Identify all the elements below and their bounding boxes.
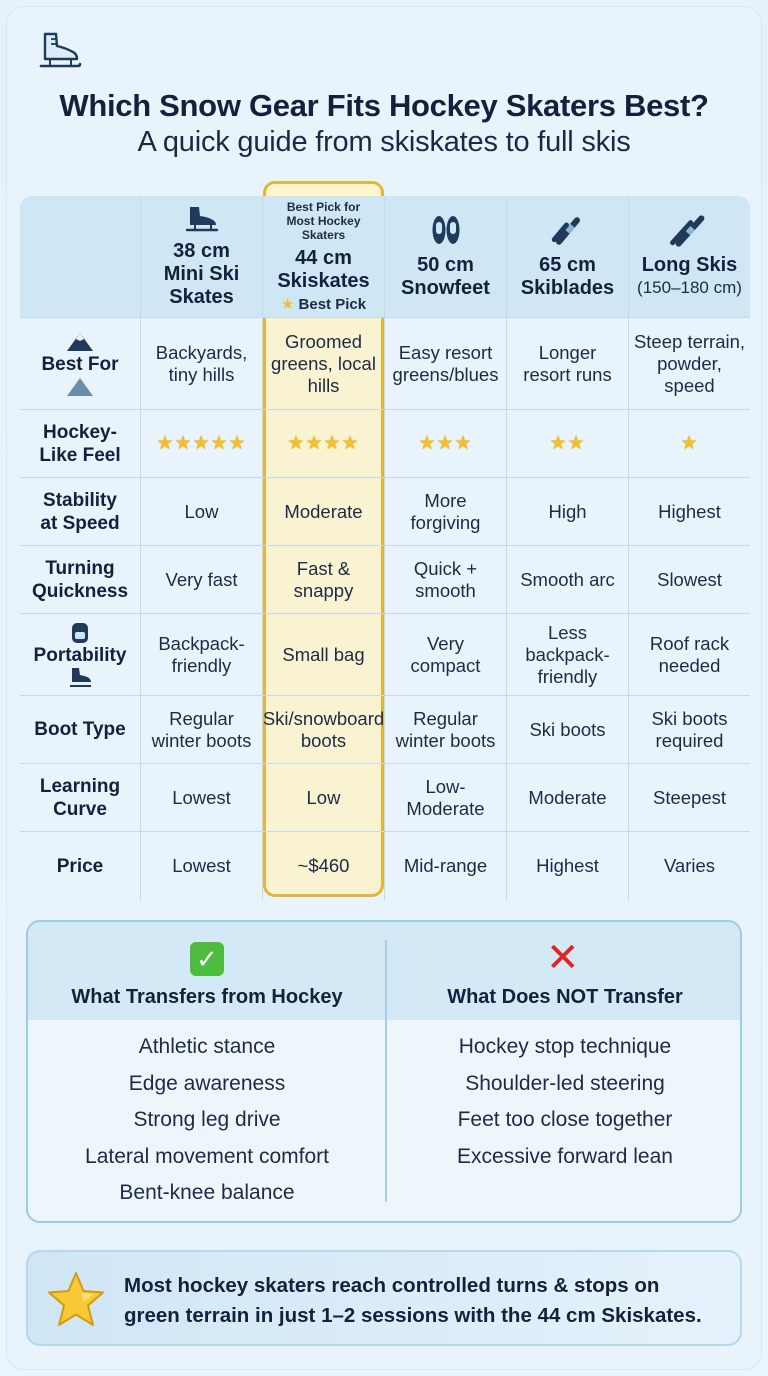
cell-value: resort runs: [523, 363, 612, 385]
transfers-title: What Transfers from Hockey: [71, 986, 343, 1008]
cell-value: boots: [300, 729, 347, 751]
cell-value: Slowest: [657, 568, 722, 590]
best-pick-tag-line: Skaters: [301, 228, 346, 242]
cell-value: compact: [410, 654, 481, 676]
table-cell: [141, 546, 263, 614]
table-cell: [385, 478, 507, 546]
not-transfer-item: Shoulder-led steering: [465, 1071, 665, 1095]
cell-value: winter boots: [151, 729, 252, 751]
table-cell: [507, 546, 629, 614]
rating-stars: ★★: [549, 433, 586, 454]
row-label: Best For: [41, 354, 119, 375]
table-cell: [141, 318, 263, 410]
cross-icon: ✕: [546, 936, 580, 980]
header-corner-cell: [20, 196, 141, 318]
table-cell: [629, 546, 750, 614]
table-cell: [507, 478, 629, 546]
page-subtitle: A quick guide from skiskates to full skis: [137, 126, 631, 158]
table-cell: [629, 764, 750, 832]
best-pick-tag-line: Most Hockey: [286, 214, 361, 228]
cell-value: backpack-: [525, 643, 610, 665]
cell-value: friendly: [537, 665, 598, 687]
mountain-icon: [65, 331, 95, 353]
skate-icon: [184, 204, 220, 234]
star-icon: ★: [280, 296, 299, 313]
table-cell: [507, 614, 629, 696]
cell-value: tiny hills: [168, 363, 235, 385]
best-pick-tag-line: Best Pick for: [286, 200, 361, 214]
cell-value: Low: [184, 500, 219, 522]
transfers-column: [28, 922, 386, 1212]
row-label-cell: [20, 614, 141, 696]
column-title-line: Snowfeet: [401, 276, 490, 299]
table-cell: [263, 546, 385, 614]
row-label: Curve: [53, 798, 107, 820]
table-cell: [507, 410, 629, 478]
best-pick-tag: [286, 200, 360, 242]
cell-value: winter boots: [395, 729, 496, 751]
rating-stars: ★★★: [418, 433, 473, 454]
rating-stars: ★★★★★: [156, 433, 247, 454]
row-label: Portability: [33, 645, 127, 666]
cell-value: Mid-range: [403, 855, 488, 876]
cell-value: Lowest: [172, 786, 231, 808]
cell-value: Longer: [538, 341, 597, 363]
row-label-cell: [20, 478, 141, 546]
table-cell: [141, 614, 263, 696]
cell-value: Fast &: [296, 557, 351, 579]
rating-stars: ★★★★: [287, 433, 360, 454]
table-cell: [385, 832, 507, 900]
row-label-cell: [20, 318, 141, 410]
row-label-cell: [20, 546, 141, 614]
footer-callout: [26, 1250, 742, 1346]
cell-value: More: [424, 489, 467, 511]
cell-value: Ski boots: [529, 718, 606, 740]
table-cell: [629, 614, 750, 696]
cell-value: Backyards,: [155, 341, 248, 363]
not-transfer-list: [386, 1029, 742, 1175]
backpack-icon: [68, 622, 92, 644]
table-cell: [507, 696, 629, 764]
cell-value: Roof rack: [649, 632, 730, 654]
table-cell: [263, 318, 385, 410]
column-title-line: 38 cm: [173, 240, 230, 262]
best-pick-badge: [281, 295, 366, 313]
row-label: Quickness: [31, 580, 129, 602]
transfers-item: Bent-knee balance: [119, 1181, 295, 1205]
row-label: Like Feel: [39, 444, 121, 466]
column-title-line: 50 cm: [417, 253, 474, 276]
table-cell: [141, 696, 263, 764]
row-label: Boot Type: [34, 719, 126, 740]
cell-value: Less: [547, 621, 588, 643]
row-label: Learning: [39, 775, 121, 797]
cell-value: snappy: [293, 579, 354, 601]
column-title-line: Mini Ski: [163, 263, 240, 285]
cell-value: Highest: [536, 855, 599, 876]
table-cell: [385, 546, 507, 614]
column-title-line: Skates: [169, 286, 234, 308]
best-pick-badge-label: Best Pick: [298, 296, 367, 313]
cell-value: hills: [307, 374, 340, 396]
transfer-panel: [26, 920, 742, 1223]
checkmark-icon: ✓: [190, 942, 224, 976]
table-cell: [507, 764, 629, 832]
skiblades-icon: [550, 214, 586, 248]
row-label-cell: [20, 696, 141, 764]
not-transfer-item: Excessive forward lean: [457, 1144, 673, 1168]
header-cell: [141, 196, 263, 318]
cell-value: Groomed: [284, 330, 363, 352]
transfers-item: Athletic stance: [138, 1035, 276, 1058]
table-cell: [263, 614, 385, 696]
row-label: Turning: [45, 557, 115, 579]
table-cell: [629, 478, 750, 546]
table-cell: [141, 764, 263, 832]
not-transfer-title: What Does NOT Transfer: [447, 986, 683, 1008]
table-cell: [385, 764, 507, 832]
cell-value: Low: [306, 786, 341, 808]
table-cell: [263, 832, 385, 900]
table-cell: [141, 832, 263, 900]
cell-value: ~$460: [297, 855, 350, 876]
cell-value: forgiving: [410, 511, 481, 533]
row-label: Price: [56, 855, 104, 877]
table-cell: [263, 696, 385, 764]
skate-icon: [67, 667, 93, 687]
footer-text-line: Most hockey skaters reach controlled turns & stops on: [124, 1274, 660, 1297]
table-cell: [263, 764, 385, 832]
table-cell: [263, 478, 385, 546]
cell-value: Low-: [425, 775, 466, 797]
table-cell: [507, 832, 629, 900]
footprints-icon: [428, 214, 464, 248]
transfers-item: Strong leg drive: [133, 1108, 281, 1132]
header-cell: [629, 196, 750, 318]
cell-value: Small bag: [282, 643, 365, 665]
row-label-cell: [20, 410, 141, 478]
cell-value: smooth: [415, 579, 476, 601]
cell-value: Steep terrain,: [633, 330, 746, 352]
cell-value: Lowest: [172, 855, 231, 876]
transfers-item: Lateral movement comfort: [85, 1144, 329, 1168]
table-cell: [507, 318, 629, 410]
cell-value: Highest: [658, 500, 721, 522]
header-cell: [507, 196, 629, 318]
transfers-item: Edge awareness: [128, 1071, 286, 1095]
row-label: Stability: [43, 489, 117, 511]
cell-value: Regular: [413, 707, 478, 729]
column-title-line: Skiblades: [520, 276, 615, 299]
column-title-line: 44 cm: [295, 247, 352, 269]
header-cell: [263, 196, 385, 318]
comparison-table: [20, 196, 750, 900]
table-cell: [263, 410, 385, 478]
cell-value: Steepest: [652, 786, 727, 808]
cell-value: Smooth arc: [520, 568, 615, 590]
cell-value: speed: [664, 374, 715, 396]
table-cell: [629, 410, 750, 478]
rating-stars: ★: [680, 433, 699, 454]
row-label-cell: [20, 764, 141, 832]
table-cell: [141, 410, 263, 478]
footer-text: [124, 1271, 734, 1331]
header-cell: [385, 196, 507, 318]
table-cell: [629, 318, 750, 410]
cell-value: needed: [658, 654, 721, 676]
column-subtitle: (150–180 cm): [637, 278, 742, 297]
table-cell: [629, 696, 750, 764]
cell-value: Ski/snowboard: [262, 707, 385, 729]
cell-value: Easy resort: [398, 341, 493, 363]
column-title-line: 65 cm: [539, 253, 596, 276]
footer-text-line: green terrain in just 1–2 sessions with the 44 cm Skiskates.: [124, 1304, 702, 1327]
hockey-skate-icon: [36, 28, 82, 74]
column-title-line: Skiskates: [277, 270, 370, 292]
row-label: Hockey-: [43, 421, 117, 443]
not-transfer-item: Feet too close together: [457, 1108, 673, 1132]
table-cell: [385, 318, 507, 410]
cell-value: Quick +: [413, 557, 478, 579]
cell-value: required: [655, 729, 724, 751]
star-icon: [46, 1270, 106, 1330]
table-cell: [385, 696, 507, 764]
cell-value: Ski boots: [651, 707, 728, 729]
cell-value: Backpack-: [158, 632, 245, 654]
cell-value: Regular: [169, 707, 234, 729]
row-label: at Speed: [40, 512, 120, 534]
cell-value: powder,: [657, 352, 722, 374]
table-cell: [385, 614, 507, 696]
table-cell: [629, 832, 750, 900]
not-transfer-item: Hockey stop technique: [458, 1035, 672, 1058]
mountain-icon: [65, 376, 95, 396]
skis-icon: [670, 214, 710, 248]
cell-value: Very: [426, 632, 465, 654]
cell-value: Very fast: [165, 568, 238, 590]
cell-value: Moderate: [284, 500, 363, 522]
table-cell: [141, 478, 263, 546]
cell-value: friendly: [171, 654, 232, 676]
table-cell: [385, 410, 507, 478]
cell-value: Moderate: [406, 797, 485, 819]
not-transfer-column: [386, 922, 742, 1175]
cell-value: Varies: [663, 855, 716, 876]
column-title-line: Long Skis: [641, 254, 738, 276]
transfers-list: [28, 1029, 386, 1212]
row-label-cell: [20, 832, 141, 900]
cell-value: Moderate: [528, 786, 607, 808]
cell-value: greens, local: [271, 352, 376, 374]
cell-value: High: [548, 500, 587, 522]
page-title: Which Snow Gear Fits Hockey Skaters Best?: [59, 88, 709, 123]
cell-value: greens/blues: [392, 363, 499, 385]
